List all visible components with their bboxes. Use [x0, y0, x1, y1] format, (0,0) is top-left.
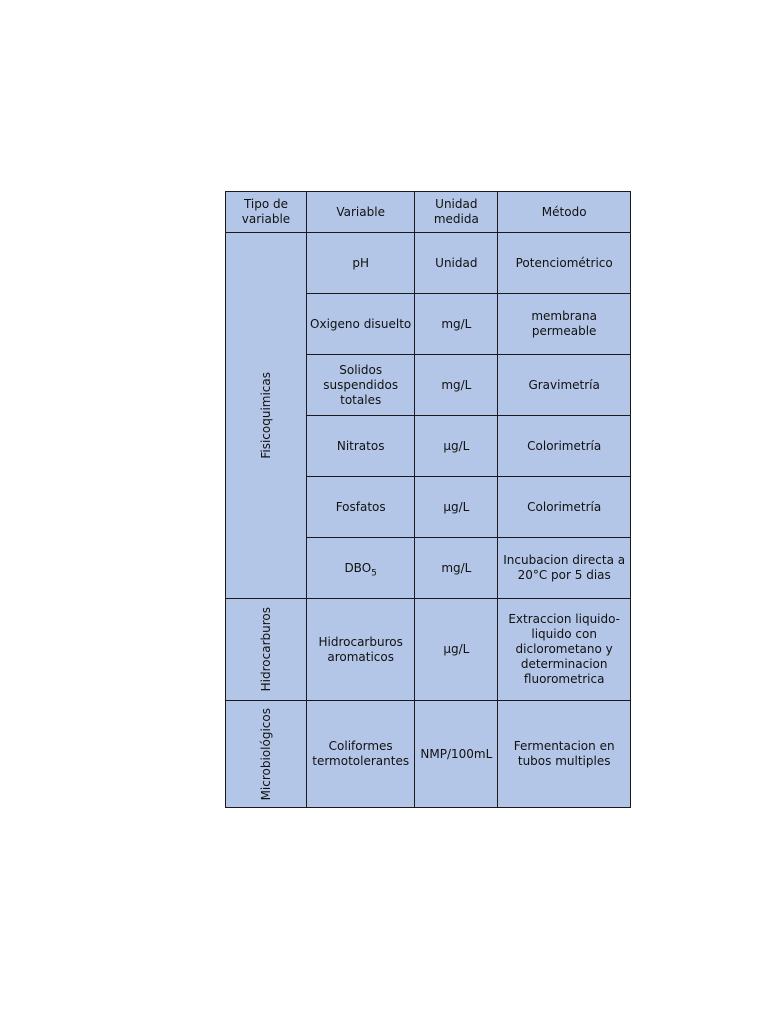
cell-variable: Fosfatos [307, 477, 415, 538]
cell-metodo: Gravimetría [498, 355, 631, 416]
header-unidad-medida: Unidad medida [415, 192, 498, 233]
cell-unidad: NMP/100mL [415, 701, 498, 808]
cell-metodo: Extraccion liquido-liquido con diclorometano y determinacion fluorometrica [498, 599, 631, 701]
header-metodo: Método [498, 192, 631, 233]
cell-variable: Solidos suspendidos totales [307, 355, 415, 416]
cell-unidad: mg/L [415, 294, 498, 355]
cell-variable [307, 538, 415, 599]
table-row [226, 233, 631, 294]
cell-metodo: Incubacion directa a 20°C por 5 dias [498, 538, 631, 599]
cell-unidad: Unidad [415, 233, 498, 294]
cell-unidad: µg/L [415, 416, 498, 477]
header-tipo-variable: Tipo de variable [226, 192, 307, 233]
cell-variable: Oxigeno disuelto [307, 294, 415, 355]
cell-variable: Hidrocarburos aromaticos [307, 599, 415, 701]
dbo-subscript: 5 [371, 567, 377, 578]
group-label-fisicoquimicas: Fisicoquimicas [258, 372, 273, 459]
group-label-microbiologicos: Microbiológicos [258, 707, 273, 801]
group-cell-microbiologicos [226, 701, 307, 808]
cell-unidad: mg/L [415, 538, 498, 599]
cell-unidad: mg/L [415, 355, 498, 416]
group-cell-fisicoquimicas [226, 233, 307, 599]
cell-variable: Coliformes termotolerantes [307, 701, 415, 808]
table-row [226, 701, 631, 808]
cell-metodo: Potenciométrico [498, 233, 631, 294]
cell-unidad: µg/L [415, 477, 498, 538]
cell-metodo: Fermentacion en tubos multiples [498, 701, 631, 808]
cell-unidad: µg/L [415, 599, 498, 701]
cell-metodo: Colorimetría [498, 477, 631, 538]
header-variable: Variable [307, 192, 415, 233]
group-label-hidrocarburos: Hidrocarburos [258, 607, 273, 692]
dbo-label: DBO [344, 560, 372, 575]
cell-variable: Nitratos [307, 416, 415, 477]
header-row [226, 192, 631, 233]
variables-table [225, 191, 631, 808]
table-row [226, 599, 631, 701]
cell-metodo: Colorimetría [498, 416, 631, 477]
cell-metodo: membrana permeable [498, 294, 631, 355]
cell-variable: pH [307, 233, 415, 294]
group-cell-hidrocarburos [226, 599, 307, 701]
